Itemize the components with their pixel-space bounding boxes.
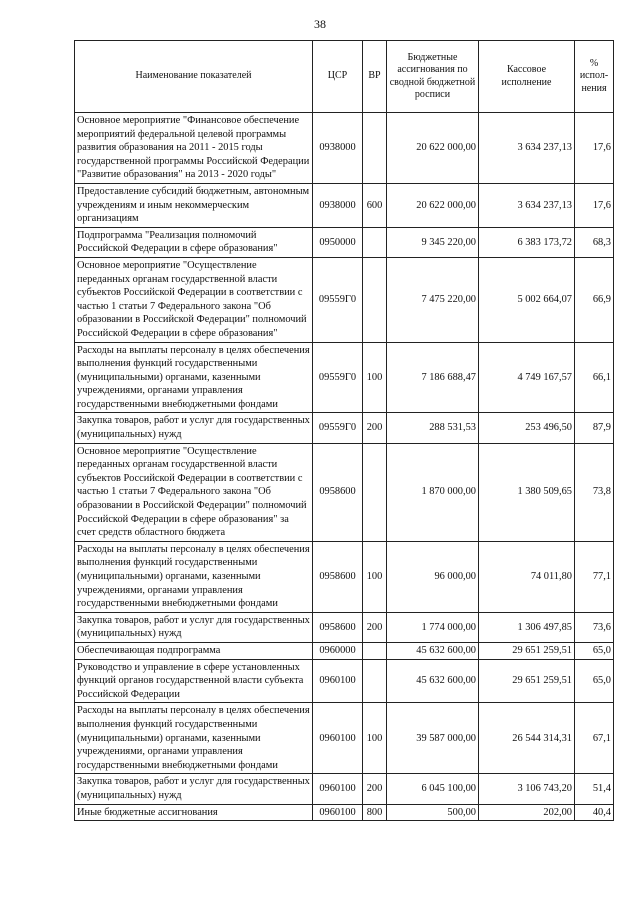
row-csr: 09559Г0 <box>313 413 363 443</box>
row-pct: 73,6 <box>575 612 614 642</box>
row-budget: 500,00 <box>387 804 479 821</box>
row-budget: 45 632 600,00 <box>387 659 479 703</box>
row-name: Руководство и управление в сфере установленных функций органов государственной власти субъекта Российской Федерации <box>75 659 313 703</box>
row-name: Расходы на выплаты персоналу в целях обеспечения выполнения функций государственными (муниципальными) органами, казенными учреждениями, органами управления государственными внебюджетными фондами <box>75 541 313 612</box>
row-vr <box>363 443 387 541</box>
header-name: Наименование показателей <box>75 41 313 113</box>
row-cash: 26 544 314,31 <box>479 703 575 774</box>
row-csr: 0960100 <box>313 774 363 804</box>
row-vr <box>363 227 387 257</box>
row-name: Основное мероприятие "Финансовое обеспечение мероприятий федеральной целевой программы развития образования на 2011 - 2015 годы государственной программы Российской Федерации "Развитие образования" на 2013 - 2020 годы" <box>75 113 313 184</box>
row-csr: 0958600 <box>313 541 363 612</box>
row-vr: 200 <box>363 413 387 443</box>
row-name: Основное мероприятие "Осуществление переданных органам государственной власти субъектов Российской Федерации в соответствии с частью 1 статьи 7 Федерального закона "Об образовании в Российской Федерации" полномочий Российской Федерации в сфере образования" <box>75 257 313 342</box>
row-csr: 0960100 <box>313 659 363 703</box>
row-cash: 5 002 664,07 <box>479 257 575 342</box>
table-row <box>75 642 614 659</box>
row-budget: 39 587 000,00 <box>387 703 479 774</box>
row-cash: 3 634 237,13 <box>479 113 575 184</box>
row-budget: 1 870 000,00 <box>387 443 479 541</box>
row-csr: 0958600 <box>313 612 363 642</box>
row-csr: 0950000 <box>313 227 363 257</box>
row-pct: 77,1 <box>575 541 614 612</box>
table-row <box>75 342 614 413</box>
row-budget: 7 186 688,47 <box>387 342 479 413</box>
row-cash: 1 380 509,65 <box>479 443 575 541</box>
row-name: Предоставление субсидий бюджетным, автономным учреждениям и иным некоммерческим организациям <box>75 183 313 227</box>
row-vr: 200 <box>363 612 387 642</box>
row-name: Расходы на выплаты персоналу в целях обеспечения выполнения функций государственными (муниципальными) органами, казенными учреждениями, органами управления государственными внебюджетными фондами <box>75 342 313 413</box>
row-csr: 09559Г0 <box>313 342 363 413</box>
table-row <box>75 227 614 257</box>
row-vr <box>363 659 387 703</box>
row-name: Основное мероприятие "Осуществление переданных органам государственной власти субъектов Российской Федерации в соответствии с частью 1 статьи 7 Федерального закона "Об образовании в Российской Федерации" полномочий Российской Федерации в сфере образования" за счет средств областного бюджета <box>75 443 313 541</box>
row-budget: 7 475 220,00 <box>387 257 479 342</box>
table-body <box>75 113 614 821</box>
row-pct: 17,6 <box>575 183 614 227</box>
row-name: Закупка товаров, работ и услуг для государственных (муниципальных) нужд <box>75 612 313 642</box>
row-csr: 09559Г0 <box>313 257 363 342</box>
row-cash: 3 634 237,13 <box>479 183 575 227</box>
table-row <box>75 113 614 184</box>
row-cash: 253 496,50 <box>479 413 575 443</box>
header-cash: Кассовое исполнение <box>479 41 575 113</box>
row-csr: 0960100 <box>313 703 363 774</box>
row-vr <box>363 113 387 184</box>
header-vr: ВР <box>363 41 387 113</box>
row-budget: 1 774 000,00 <box>387 612 479 642</box>
row-budget: 45 632 600,00 <box>387 642 479 659</box>
table-header-row <box>75 41 614 113</box>
row-csr: 0938000 <box>313 113 363 184</box>
row-pct: 17,6 <box>575 113 614 184</box>
row-csr: 0938000 <box>313 183 363 227</box>
table-row <box>75 612 614 642</box>
row-vr: 200 <box>363 774 387 804</box>
row-cash: 6 383 173,72 <box>479 227 575 257</box>
row-name: Закупка товаров, работ и услуг для государственных (муниципальных) нужд <box>75 774 313 804</box>
row-budget: 20 622 000,00 <box>387 113 479 184</box>
row-cash: 29 651 259,51 <box>479 642 575 659</box>
row-cash: 4 749 167,57 <box>479 342 575 413</box>
row-name: Иные бюджетные ассигнования <box>75 804 313 821</box>
row-budget: 288 531,53 <box>387 413 479 443</box>
row-cash: 29 651 259,51 <box>479 659 575 703</box>
budget-table <box>74 40 614 821</box>
row-cash: 202,00 <box>479 804 575 821</box>
row-vr <box>363 257 387 342</box>
row-budget: 6 045 100,00 <box>387 774 479 804</box>
row-vr: 600 <box>363 183 387 227</box>
header-budget: Бюджетные ассигнования по сводной бюджетной росписи <box>387 41 479 113</box>
page-number: 38 <box>314 17 326 31</box>
row-vr: 800 <box>363 804 387 821</box>
row-pct: 67,1 <box>575 703 614 774</box>
row-vr <box>363 642 387 659</box>
row-pct: 40,4 <box>575 804 614 821</box>
row-vr: 100 <box>363 342 387 413</box>
row-pct: 87,9 <box>575 413 614 443</box>
table-row <box>75 804 614 821</box>
row-csr: 0958600 <box>313 443 363 541</box>
row-pct: 66,1 <box>575 342 614 413</box>
row-pct: 65,0 <box>575 642 614 659</box>
row-pct: 73,8 <box>575 443 614 541</box>
row-pct: 68,3 <box>575 227 614 257</box>
row-name: Закупка товаров, работ и услуг для государственных (муниципальных) нужд <box>75 413 313 443</box>
table-row <box>75 774 614 804</box>
row-budget: 20 622 000,00 <box>387 183 479 227</box>
row-cash: 3 106 743,20 <box>479 774 575 804</box>
table-row <box>75 257 614 342</box>
row-csr: 0960000 <box>313 642 363 659</box>
table-row <box>75 183 614 227</box>
table-row <box>75 659 614 703</box>
row-cash: 1 306 497,85 <box>479 612 575 642</box>
table-row <box>75 443 614 541</box>
table-row <box>75 413 614 443</box>
row-csr: 0960100 <box>313 804 363 821</box>
row-budget: 9 345 220,00 <box>387 227 479 257</box>
table-row <box>75 541 614 612</box>
row-budget: 96 000,00 <box>387 541 479 612</box>
header-csr: ЦСР <box>313 41 363 113</box>
row-name: Обеспечивающая подпрограмма <box>75 642 313 659</box>
row-pct: 66,9 <box>575 257 614 342</box>
row-name: Расходы на выплаты персоналу в целях обеспечения выполнения функций государственными (муниципальными) органами, казенными учреждениями, органами управления государственными внебюджетными фондами <box>75 703 313 774</box>
row-cash: 74 011,80 <box>479 541 575 612</box>
table-row <box>75 703 614 774</box>
header-pct: % испол-нения <box>575 41 614 113</box>
row-pct: 65,0 <box>575 659 614 703</box>
row-vr: 100 <box>363 703 387 774</box>
row-pct: 51,4 <box>575 774 614 804</box>
row-name: Подпрограмма "Реализация полномочий Российской Федерации в сфере образования" <box>75 227 313 257</box>
row-vr: 100 <box>363 541 387 612</box>
